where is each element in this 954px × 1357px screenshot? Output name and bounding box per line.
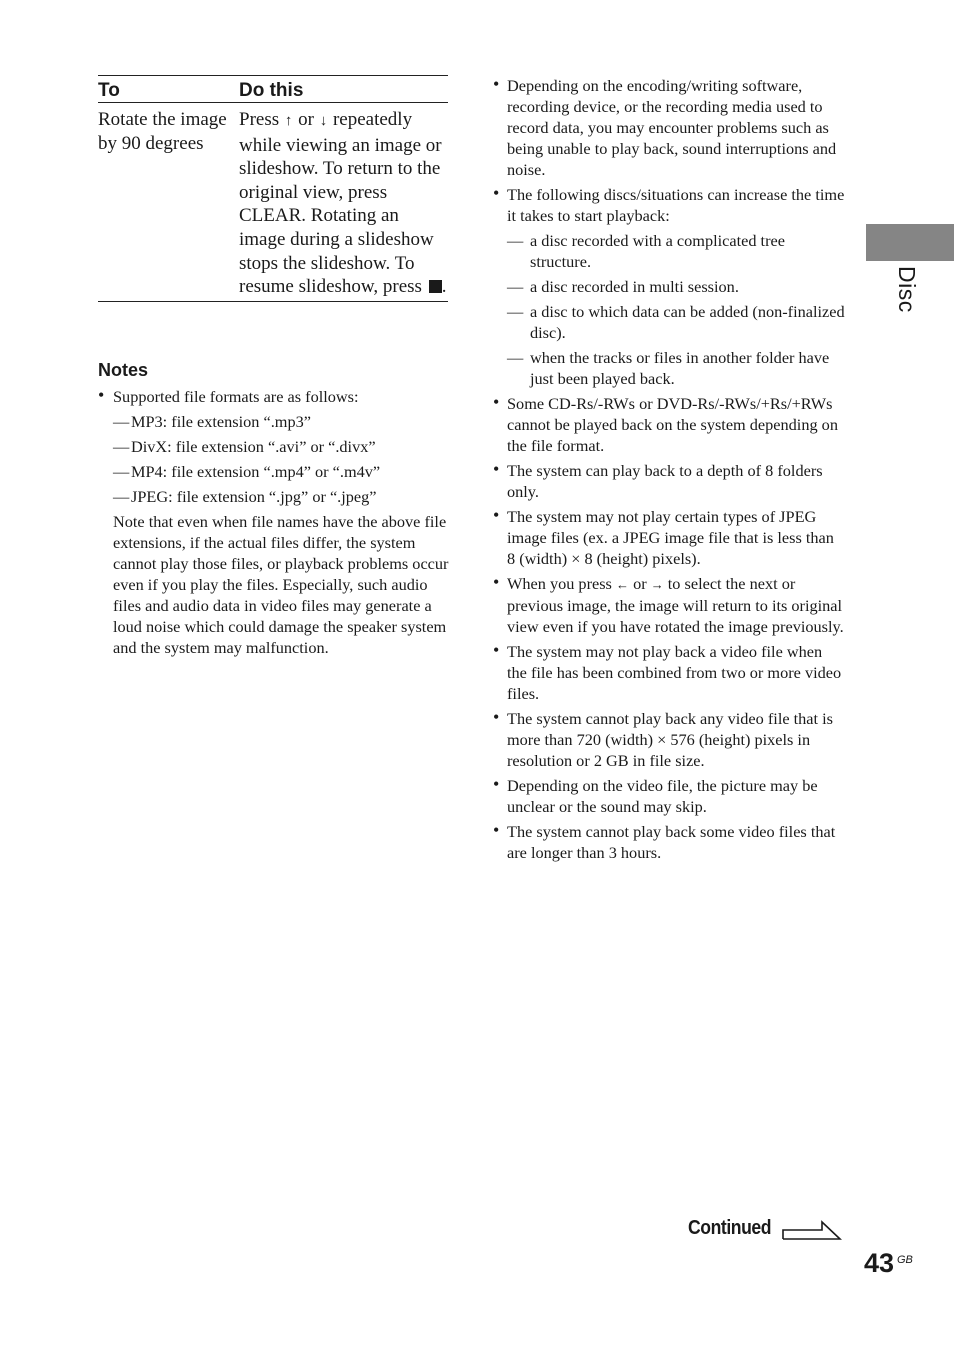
up-arrow-icon: ↑	[284, 113, 293, 129]
playback-item: — a disc recorded in multi session.	[507, 277, 739, 296]
note-encoding: • Depending on the encoding/writing software, recording device, or the recording media used to record data, you may encounter problems such as being unable to play back, sound interruptions and noise.	[493, 75, 845, 180]
format-item: — MP3: file extension “.mp3”	[113, 412, 311, 431]
table-header-row	[98, 76, 448, 103]
notes-list-right	[493, 75, 845, 867]
section-label: Disc	[894, 266, 920, 313]
table-header-do-this: Do this	[239, 76, 448, 103]
table-cell-action: Rotate the image by 90 degrees	[98, 109, 227, 154]
notes-title: Notes	[98, 360, 149, 380]
page-number: 43	[864, 1248, 895, 1278]
format-item: — JPEG: file extension “.jpg” or “.jpeg”	[113, 487, 377, 506]
note-jpeg: • The system may not play certain types of JPEG image files (ex. a JPEG image file that is less than 8 (width) × 8 (height) pixels).	[493, 506, 845, 569]
note-resolution: • The system cannot play back any video file that is more than 720 (width) × 576 (height) pixels in resolution or 2 GB in file size.	[493, 708, 845, 771]
formats-note-paragraph: Note that even when file names have the above file extensions, if the actual files differ, the system cannot play those files, or playback problems occur even if you play the files. Especially, such audio files and audio data in video files may generate a loud noise which could damage the speaker system and the system may malfunction.	[113, 512, 449, 657]
table-header-to: To	[98, 76, 239, 103]
table-cell-instructions	[239, 103, 448, 302]
or-label: or	[298, 109, 314, 130]
playback-item: — a disc to which data can be added (non-finalized disc).	[507, 302, 845, 342]
note-depth: • The system can play back to a depth of 8 folders only.	[493, 460, 845, 502]
note-unclear: • Depending on the video file, the picture may be unclear or the sound may skip.	[493, 775, 845, 817]
note-rotate: • When you press ← or → to select the next or previous image, the image will return to its original view even if you have rotated the image previously.	[493, 573, 845, 637]
continued-label: Continued	[688, 1217, 772, 1239]
continued-arrow-icon	[782, 1218, 842, 1242]
press-label: Press	[239, 109, 280, 130]
playback-item: — a disc recorded with a complicated tree structure.	[507, 231, 785, 271]
down-arrow-icon: ↓	[319, 113, 328, 129]
note-combined: • The system may not play back a video file when the file has been combined from two or more video files.	[493, 641, 845, 704]
note-playback-intro: • The following discs/situations can increase the time it takes to start playback:	[493, 184, 845, 226]
format-item: — MP4: file extension “.mp4” or “.m4v”	[113, 462, 381, 481]
format-item: — DivX: file extension “.avi” or “.divx”	[113, 437, 376, 456]
period: .	[441, 276, 447, 298]
note-cdr: • Some CD-Rs/-RWs or DVD-Rs/-RWs/+Rs/+RWs cannot be played back on the system depending on the file format.	[493, 393, 845, 456]
note-formats-intro: • Supported file formats are as follows:	[98, 386, 450, 407]
left-arrow-icon: ←	[615, 577, 629, 592]
operation-table	[98, 75, 448, 302]
playback-item: — when the tracks or files in another folder have just been played back.	[507, 348, 830, 388]
stop-icon	[429, 280, 442, 293]
page-suffix: GB	[897, 1254, 913, 1266]
section-tab	[866, 224, 954, 261]
note-long: • The system cannot play back some video files that are longer than 3 hours.	[493, 821, 845, 863]
right-arrow-icon: →	[650, 577, 664, 592]
notes-list-left	[98, 386, 450, 658]
instructions-text: repeatedly while viewing an image or slideshow. To return to the original view, press CLEAR. Rotating an image during a slideshow stops the slideshow. To resume slideshow, press	[239, 109, 442, 298]
table-row	[98, 103, 448, 302]
